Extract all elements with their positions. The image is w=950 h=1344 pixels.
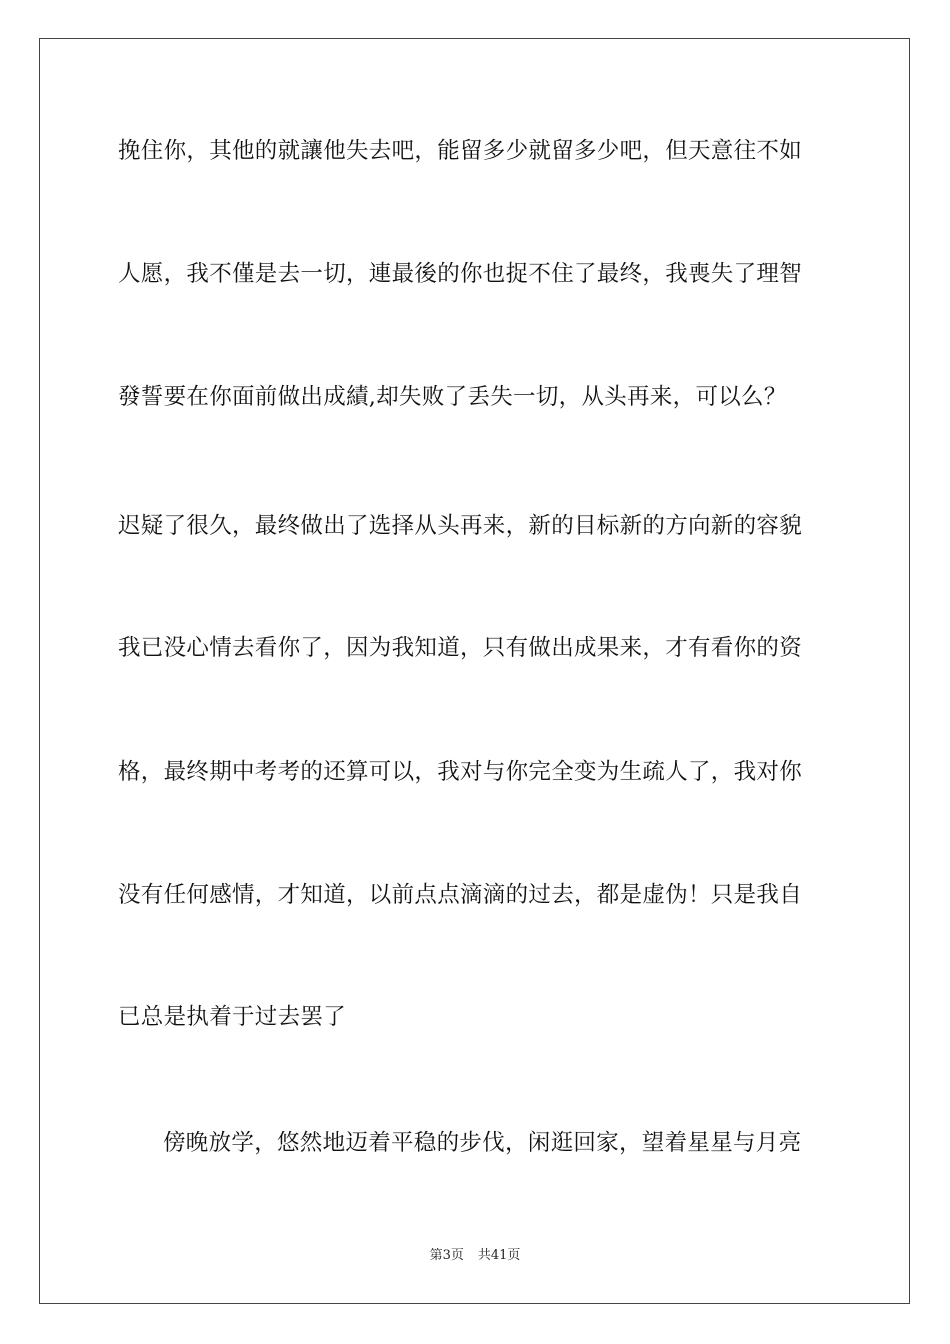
paragraph-line-5: 我已没心情去看你了，因为我知道，只有做出成果来，才有看你的资 <box>118 635 803 661</box>
page-number: 第3页 <box>429 1248 464 1263</box>
page-footer <box>0 1247 950 1265</box>
paragraph-line-8: 已总是执着于过去罢了 <box>118 1004 347 1030</box>
paragraph-line-3: 發誓要在你面前做出成績,却失败了丢失一切，从头再来，可以么？ <box>118 384 787 410</box>
page-border <box>39 38 910 1304</box>
paragraph-line-1: 挽住你，其他的就讓他失去吧，能留多少就留多少吧，但天意往不如 <box>118 138 803 164</box>
paragraph-line-7: 没有任何感情，才知道，以前点点滴滴的过去，都是虚伪！只是我自 <box>118 882 803 908</box>
paragraph-line-2: 人愿，我不僅是去一切，連最後的你也捉不住了最终，我喪失了理智 <box>118 261 803 287</box>
paragraph-line-9: 傍晚放学，悠然地迈着平稳的步伐，闲逛回家，望着星星与月亮 <box>163 1130 802 1156</box>
paragraph-line-4: 迟疑了很久，最终做出了选择从头再来，新的目标新的方向新的容貌 <box>118 513 803 539</box>
page-total: 共41页 <box>477 1248 521 1263</box>
paragraph-line-6: 格，最终期中考考的还算可以，我对与你完全变为生疏人了，我对你 <box>118 759 803 785</box>
